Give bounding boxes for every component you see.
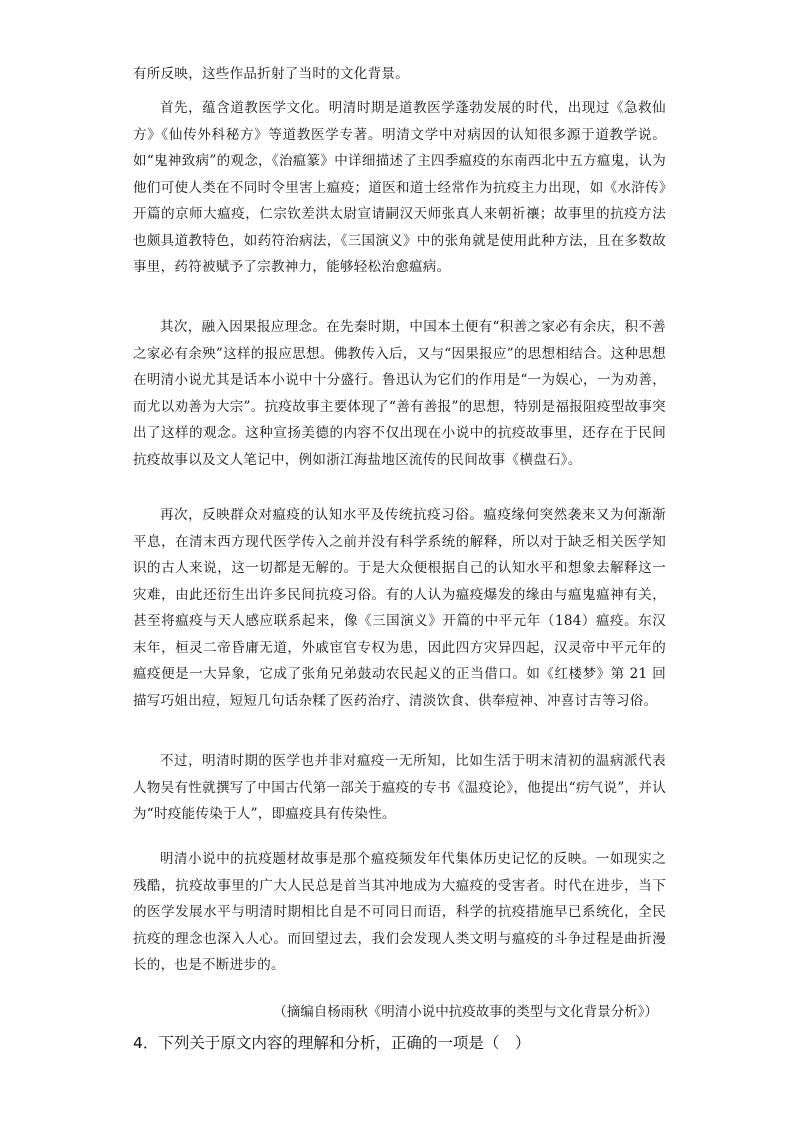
paragraph-conclusion: 明清小说中的抗疫题材故事是那个瘟疫频发年代集体历史记忆的反映。一如现实之残酷，抗疫故事里的广大人民总是首当其冲地成为大瘟疫的受害者。时代在进步，当下的医学发展水平与明清时期相比自是不可同日而语，科学的抗疫措施早已系统化，全民抗疫的理念也深入人心。而回望过去，我们会发现人类文明与瘟疫的斗争过程是曲折漫长的，也是不断进步的。 — [133, 851, 666, 973]
question-4-stem: 4．下列关于原文内容的理解和分析，正确的一项是（ ） — [133, 1034, 531, 1052]
paragraph-folk-customs: 再次，反映群众对瘟疫的认知水平及传统抗疫习俗。瘟疫缘何突然袭来又为何渐渐平息，在清末西方现代医学传入之前并没有科学系统的解释，所以对于缺乏相关医学知识的古人来说，这一切都是无解的。于是大众便根据自己的认知水平和想象去解释这一灾难，由此还衍生出许多民间抗疫习俗。有的人认为瘟疫爆发的缘由与瘟鬼瘟神有关，甚至将瘟疫与天人感应联系起来，像《三国演义》开篇的中平元年（184）瘟疫。东汉末年，桓灵二帝昏庸无道，外戚宦官专权为患，因此四方灾异四起，汉灵帝中平元年的瘟疫便是一大异象，它成了张角兄弟鼓动农民起义的正当借口。如《红楼梦》第 21 回描写巧姐出痘，短短几句话杂糅了医药治疗、清淡饮食、供奉痘神、冲喜讨吉等习俗。 — [133, 507, 666, 709]
paragraph-medical-knowledge: 不过，明清时期的医学也并非对瘟疫一无所知，比如生活于明末清初的温病派代表人物吴有性就撰写了中国古代第一部关于瘟疫的专书《温疫论》，他提出“疠气说”，并认为“时疫能传染于人”，即瘟疫具有传染性。 — [133, 753, 666, 822]
paragraph-intro-tail: 有所反映，这些作品折射了当时的文化背景。 — [133, 66, 409, 82]
source-citation: （摘编自杨雨秋《明清小说中抗疫故事的类型与文化背景分析》） — [273, 1004, 658, 1020]
paragraph-karma: 其次，融入因果报应理念。在先秦时期，中国本土便有“积善之家必有余庆，积不善之家必有余殃”这样的报应思想。佛教传入后，又与“因果报应”的思想相结合。这种思想在明清小说尤其是话本小说中十分盛行。鲁迅认为它们的作用是“一为娱心，一为劝善，而尤以劝善为大宗”。抗疫故事主要体现了“善有善报”的思想，特别是福报阻疫型故事突出了这样的观念。这种宣扬美德的内容不仅出现在小说中的抗疫故事里，还存在于民间抗疫故事以及文人笔记中，例如浙江海盐地区流传的民间故事《横盘石》。 — [133, 319, 666, 468]
paragraph-taoist-medicine: 首先，蕴含道教医学文化。明清时期是道教医学蓬勃发展的时代，出现过《急救仙方》《仙传外科秘方》等道教医学专著。明清文学中对病因的认知很多源于道教学说。如“鬼神致病”的观念，《治瘟篆》中详细描述了主四季瘟疫的东南西北中五方瘟鬼，认为他们可使人类在不同时令里害上瘟疫；道医和道士经常作为抗疫主力出现，如《水浒传》开篇的京师大瘟疫，仁宗钦差洪太尉宣请嗣汉天师张真人来朝祈禳；故事里的抗疫方法也颇具道教特色，如药符治病法，《三国演义》中的张角就是使用此种方法，且在多数故事里，药符被赋予了宗教神力，能够轻松治愈瘟病。 — [133, 100, 666, 275]
